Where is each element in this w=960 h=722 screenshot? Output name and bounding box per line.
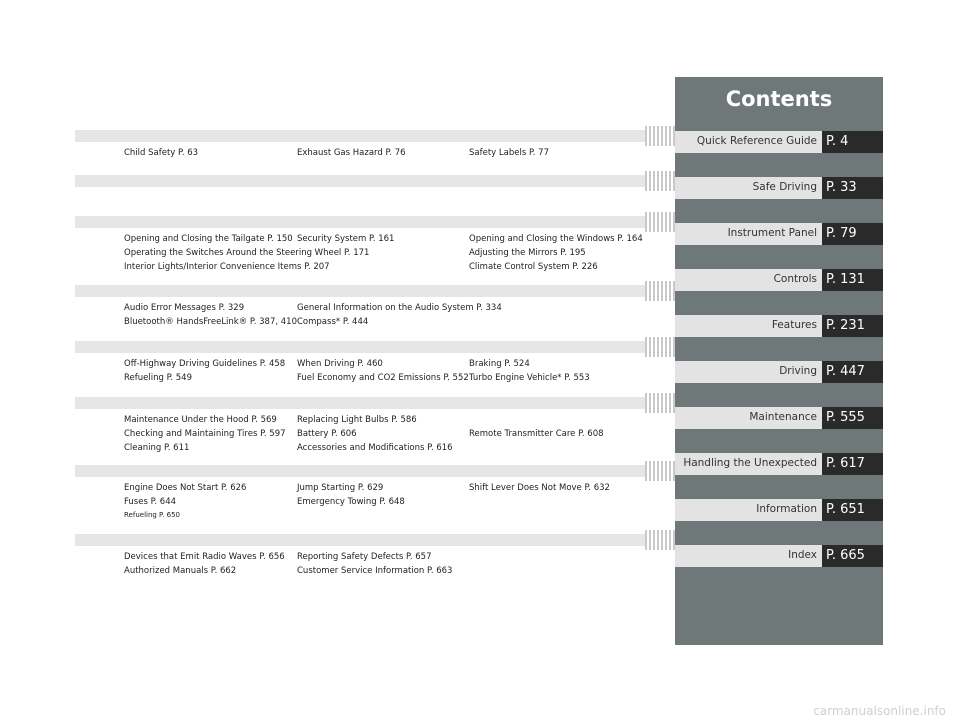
toc-entry[interactable]: Opening and Closing the Tailgate P. 150 — [124, 234, 293, 244]
section-header-bar — [75, 465, 645, 477]
toc-entry[interactable]: Reporting Safety Defects P. 657 — [297, 552, 432, 562]
toc-entry[interactable]: Engine Does Not Start P. 626 — [124, 483, 247, 493]
chapter-tab[interactable] — [675, 407, 883, 429]
toc-entry[interactable]: Off-Highway Driving Guidelines P. 458 — [124, 359, 286, 369]
toc-entry[interactable]: Compass* P. 444 — [297, 317, 369, 327]
chapter-tab-label: Safe Driving — [675, 177, 822, 199]
toc-entry[interactable]: Adjusting the Mirrors P. 195 — [469, 248, 586, 258]
toc-entry[interactable]: Replacing Light Bulbs P. 586 — [297, 415, 417, 425]
toc-entry[interactable]: When Driving P. 460 — [297, 359, 383, 369]
section-header-bar — [75, 216, 645, 228]
chapter-tab-page: P. 231 — [822, 315, 883, 337]
chapter-tab-label: Index — [675, 545, 822, 567]
toc-entry[interactable]: Accessories and Modifications P. 616 — [297, 443, 453, 453]
section-divider-stripes — [645, 281, 675, 301]
chapter-tab[interactable] — [675, 269, 883, 291]
section-header-bar — [75, 397, 645, 409]
chapter-tab-label: Instrument Panel — [675, 223, 822, 245]
section-divider-stripes — [645, 530, 675, 550]
toc-row — [124, 443, 684, 457]
toc-row — [124, 359, 684, 373]
toc-entry[interactable]: Braking P. 524 — [469, 359, 530, 369]
chapter-tab-page: P. 131 — [822, 269, 883, 291]
toc-row — [124, 511, 684, 525]
toc-entry[interactable]: Devices that Emit Radio Waves P. 656 — [124, 552, 285, 562]
toc-entry[interactable]: Child Safety P. 63 — [124, 148, 199, 158]
toc-entry[interactable]: Remote Transmitter Care P. 608 — [469, 429, 604, 439]
chapter-tab-page: P. 79 — [822, 223, 883, 245]
chapter-tab-page: P. 665 — [822, 545, 883, 567]
toc-row — [124, 148, 684, 162]
section-divider-stripes — [645, 461, 675, 481]
chapter-tab-page: P. 447 — [822, 361, 883, 383]
toc-entry[interactable]: Battery P. 606 — [297, 429, 357, 439]
toc-entry[interactable]: Fuses P. 644 — [124, 497, 177, 507]
toc-entry[interactable]: Refueling P. 650 — [124, 511, 180, 519]
chapter-tab-page: P. 651 — [822, 499, 883, 521]
section-header-bar — [75, 341, 645, 353]
toc-row — [124, 552, 684, 566]
toc-entry[interactable]: Turbo Engine Vehicle* P. 553 — [469, 373, 590, 383]
chapter-tab-page: P. 555 — [822, 407, 883, 429]
chapter-tab-label: Quick Reference Guide — [675, 131, 822, 153]
chapter-tab-label: Features — [675, 315, 822, 337]
toc-entry[interactable]: Exhaust Gas Hazard P. 76 — [297, 148, 406, 158]
chapter-tab-label: Controls — [675, 269, 822, 291]
chapter-tab-label: Information — [675, 499, 822, 521]
toc-entry[interactable]: Operating the Switches Around the Steering Wheel P. 171 — [124, 248, 370, 258]
toc-row — [124, 373, 684, 387]
chapter-tab[interactable] — [675, 315, 883, 337]
toc-row — [124, 483, 684, 497]
toc-row — [124, 429, 684, 443]
toc-entry[interactable]: Emergency Towing P. 648 — [297, 497, 405, 507]
toc-row — [124, 248, 684, 262]
chapter-tab[interactable] — [675, 453, 883, 475]
toc-row — [124, 415, 684, 429]
toc-row — [124, 566, 684, 580]
chapter-tab[interactable] — [675, 177, 883, 199]
chapter-tab-label: Driving — [675, 361, 822, 383]
toc-entry[interactable]: Authorized Manuals P. 662 — [124, 566, 237, 576]
section-header-bar — [75, 175, 645, 187]
toc-entry[interactable]: General Information on the Audio System P. 334 — [297, 303, 502, 313]
contents-title: Contents — [725, 87, 833, 111]
toc-row — [124, 317, 684, 331]
toc-row — [124, 234, 684, 248]
toc-entry[interactable]: Security System P. 161 — [297, 234, 395, 244]
chapter-tab-page: P. 4 — [822, 131, 883, 153]
section-divider-stripes — [645, 337, 675, 357]
toc-entry[interactable]: Checking and Maintaining Tires P. 597 — [124, 429, 286, 439]
toc-entry[interactable]: Cleaning P. 611 — [124, 443, 190, 453]
toc-entry[interactable]: Climate Control System P. 226 — [469, 262, 598, 272]
toc-entry[interactable]: Customer Service Information P. 663 — [297, 566, 453, 576]
chapter-tab-label: Maintenance — [675, 407, 822, 429]
toc-entry[interactable]: Interior Lights/Interior Convenience Items P. 207 — [124, 262, 330, 272]
section-divider-stripes — [645, 393, 675, 413]
toc-row — [124, 303, 684, 317]
toc-row — [124, 262, 684, 276]
chapter-tab-label: Handling the Unexpected — [675, 453, 822, 475]
chapter-tab[interactable] — [675, 223, 883, 245]
chapter-tab-page: P. 33 — [822, 177, 883, 199]
toc-entry[interactable]: Bluetooth® HandsFreeLink® P. 387, 410 — [124, 317, 297, 327]
chapter-tab[interactable] — [675, 499, 883, 521]
chapter-tab[interactable] — [675, 545, 883, 567]
chapter-tab[interactable] — [675, 131, 883, 153]
chapter-tab-page: P. 617 — [822, 453, 883, 475]
toc-entry[interactable]: Jump Starting P. 629 — [297, 483, 384, 493]
chapter-tab[interactable] — [675, 361, 883, 383]
section-divider-stripes — [645, 126, 675, 146]
toc-entry[interactable]: Opening and Closing the Windows P. 164 — [469, 234, 643, 244]
section-header-bar — [75, 130, 645, 142]
toc-entry[interactable]: Refueling P. 549 — [124, 373, 192, 383]
section-header-bar — [75, 534, 645, 546]
watermark: carmanualsonline.info — [813, 704, 946, 718]
section-divider-stripes — [645, 212, 675, 232]
toc-entry[interactable]: Audio Error Messages P. 329 — [124, 303, 245, 313]
toc-row — [124, 497, 684, 511]
toc-entry[interactable]: Fuel Economy and CO2 Emissions P. 552 — [297, 373, 469, 383]
toc-entry[interactable]: Shift Lever Does Not Move P. 632 — [469, 483, 610, 493]
toc-entry[interactable]: Safety Labels P. 77 — [469, 148, 549, 158]
toc-entry[interactable]: Maintenance Under the Hood P. 569 — [124, 415, 277, 425]
section-header-bar — [75, 285, 645, 297]
section-divider-stripes — [645, 171, 675, 191]
chapter-sidebar — [675, 77, 883, 645]
